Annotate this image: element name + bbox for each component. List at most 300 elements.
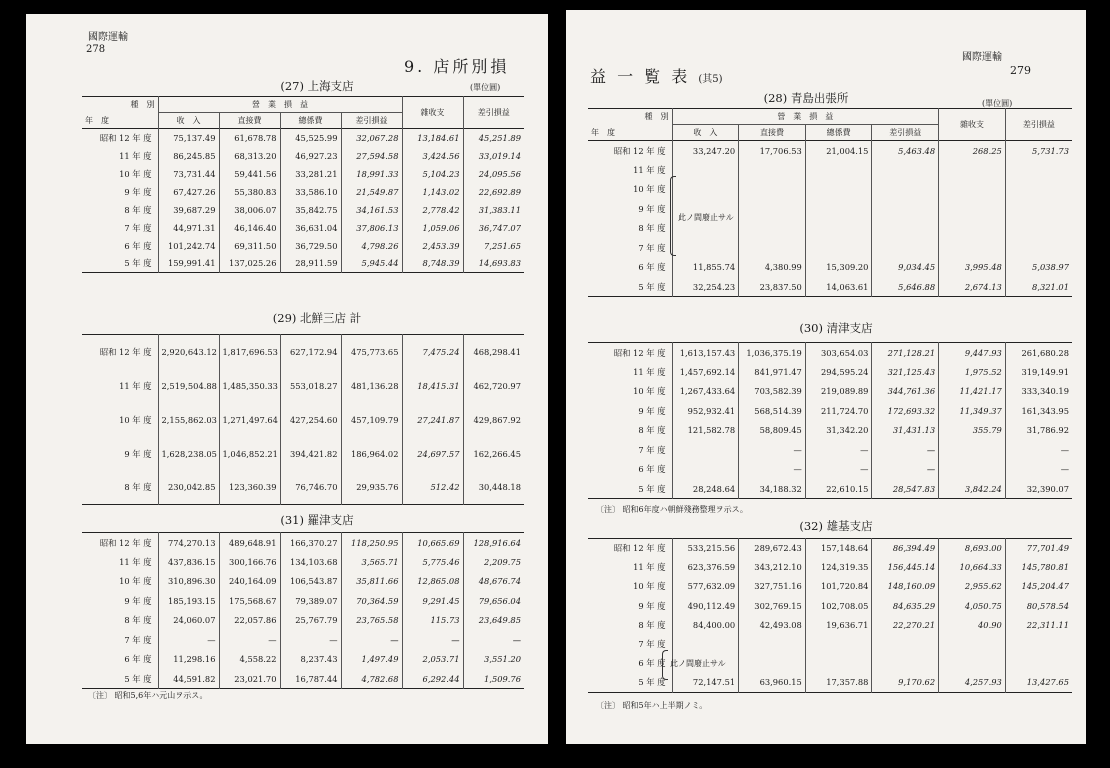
value-cell: 22,311.11 [1005,615,1072,634]
value-cell: 9,291.45 [402,591,463,611]
value-cell [872,219,939,239]
value-cell: 10,664.33 [939,558,1006,577]
value-cell: 355.79 [939,421,1006,441]
table-note: 〔注〕 昭和6年度ハ朝鮮殘務整理ヲ示ス。 [596,505,748,514]
value-cell: 32,390.07 [1005,479,1072,499]
year-label: 7 年 度 [124,222,152,233]
value-cell: 58,809.45 [739,421,806,441]
value-cell: 1,628,238.05 [158,437,219,471]
value-cell: 1,509.76 [463,669,524,689]
year-label: 11 年 度 [119,150,152,161]
table-row [82,147,524,165]
value-cell: 101,720.84 [805,577,872,596]
value-cell: 128,916.64 [463,533,524,553]
suspension-label: 此ノ間廢止サル [670,659,726,668]
unit-label: (單位圓) [982,99,1013,108]
table-row [588,558,1072,577]
value-cell [939,654,1006,673]
value-cell: 5,945.44 [341,255,402,273]
table-title: (29) 北鮮三店 計 [272,311,362,325]
value-cell: 86,394.49 [872,539,939,558]
value-cell: 16,787.44 [280,669,341,689]
value-cell: 32,254.23 [672,277,739,297]
running-head: 國際運輸 [962,52,1002,63]
value-cell: 162,266.45 [463,437,524,471]
value-cell: 40.90 [939,615,1006,634]
value-cell: — [739,460,806,480]
value-cell [739,199,806,219]
value-cell: 240,164.09 [219,572,280,592]
unit-label: (單位圓) [470,83,501,92]
value-cell: 952,932.41 [672,401,739,421]
year-label: 9 年 度 [124,186,152,197]
page-number: 279 [1010,64,1031,77]
value-cell: 46,146.40 [219,219,280,237]
col-header: 總係費 [280,113,341,129]
value-cell: 289,672.43 [739,539,806,558]
value-cell: 577,632.09 [672,577,739,596]
year-label: 8 年 度 [124,482,152,493]
year-label: 昭和 12 年 度 [613,543,666,554]
value-cell [805,199,872,219]
value-cell: 148,160.09 [872,577,939,596]
value-cell: 2,155,862.03 [158,403,219,437]
value-cell: 55,380.83 [219,183,280,201]
data-table [588,108,1072,297]
value-cell: 7,251.65 [463,237,524,255]
value-cell [739,634,806,653]
value-cell: 23,765.58 [341,611,402,631]
value-cell [872,654,939,673]
value-cell: 42,493.08 [739,615,806,634]
value-cell: 38,006.07 [219,201,280,219]
col-header: 雜收支 [402,97,463,129]
year-label: 8 年 度 [638,223,666,234]
value-cell [672,634,739,653]
value-cell: 319,149.91 [1005,362,1072,382]
value-cell: 5,038.97 [1005,258,1072,278]
value-cell [1005,238,1072,258]
value-cell: 23,837.50 [739,277,806,297]
value-cell: 4,050.75 [939,596,1006,615]
value-cell: 24,697.57 [402,437,463,471]
value-cell: 4,257.93 [939,673,1006,692]
value-cell: 2,209.75 [463,552,524,572]
value-cell: 3,842.24 [939,479,1006,499]
table-row [82,591,524,611]
year-label: 10 年 度 [119,576,152,587]
value-cell: 36,729.50 [280,237,341,255]
value-cell: — [402,630,463,650]
value-cell: 1,036,375.19 [739,343,806,363]
table-row [82,630,524,650]
value-cell: 7,475.24 [402,335,463,369]
value-cell: 2,955.62 [939,577,1006,596]
table-row [588,615,1072,634]
table-row [588,180,1072,200]
right-page [566,10,1086,744]
year-label: 8 年 度 [124,204,152,215]
value-cell: 157,148.64 [805,539,872,558]
value-cell [672,460,739,480]
value-cell: 211,724.70 [805,401,872,421]
year-label: 11 年 度 [119,556,152,567]
value-cell: 1,059.06 [402,219,463,237]
table-row [82,669,524,689]
value-cell: 75,137.49 [158,129,219,147]
value-cell: — [805,460,872,480]
value-cell: 46,927.23 [280,147,341,165]
page-title-sub: (其5) [698,74,723,85]
table-row [82,335,524,369]
table-row [588,421,1072,441]
value-cell: 294,595.24 [805,362,872,382]
value-cell [872,199,939,219]
table-row [82,129,524,147]
table-row [82,437,524,471]
value-cell [939,180,1006,200]
value-cell [805,238,872,258]
value-cell: 84,635.29 [872,596,939,615]
value-cell: 271,128.21 [872,343,939,363]
value-cell: 161,343.95 [1005,401,1072,421]
table-row [588,277,1072,297]
value-cell: 11,421.17 [939,382,1006,402]
year-label: 昭和 12 年 度 [99,537,152,548]
value-cell: 76,746.70 [280,471,341,505]
value-cell: 31,342.20 [805,421,872,441]
value-cell [939,199,1006,219]
value-cell: 45,251.89 [463,129,524,147]
table-row [588,219,1072,239]
value-cell [1005,180,1072,200]
value-cell: 14,063.61 [805,277,872,297]
table-title: (27) 上海支店 [280,79,354,93]
value-cell: 23,021.70 [219,669,280,689]
table-row [588,238,1072,258]
value-cell: 2,778.42 [402,201,463,219]
value-cell: 429,867.92 [463,403,524,437]
year-label: 7 年 度 [638,242,666,253]
value-cell: 79,389.07 [280,591,341,611]
value-cell: 2,519,504.88 [158,369,219,403]
value-cell: 44,971.31 [158,219,219,237]
value-cell: 44,591.82 [158,669,219,689]
value-cell: 10,665.69 [402,533,463,553]
value-cell: — [872,460,939,480]
value-cell: 67,427.26 [158,183,219,201]
value-cell: — [341,630,402,650]
year-label: 8 年 度 [638,425,666,436]
value-cell: 15,309.20 [805,258,872,278]
corner-top-label: 種 別 [130,100,155,110]
value-cell: 14,693.83 [463,255,524,273]
value-cell: 3,995.48 [939,258,1006,278]
value-cell: 31,383.11 [463,201,524,219]
value-cell: 11,855.74 [672,258,739,278]
col-header: 差引損益 [341,113,402,129]
table-title: (31) 羅津支店 [280,513,354,527]
table-row [588,401,1072,421]
year-label: 10 年 度 [633,386,666,397]
year-label: 6 年 度 [124,654,152,665]
year-label: 6 年 度 [638,658,666,669]
year-label: 9 年 度 [638,203,666,214]
value-cell: 5,731.73 [1005,141,1072,161]
value-cell: 21,004.15 [805,141,872,161]
value-cell [872,160,939,180]
value-cell: 34,161.53 [341,201,402,219]
value-cell: 512.42 [402,471,463,505]
value-cell: 12,865.08 [402,572,463,592]
value-cell: 8,693.00 [939,539,1006,558]
value-cell: 13,184.61 [402,129,463,147]
value-cell: 84,400.00 [672,615,739,634]
col-header: 收 入 [158,113,219,129]
value-cell: 462,720.97 [463,369,524,403]
value-cell: 343,212.10 [739,558,806,577]
value-cell: 115.73 [402,611,463,631]
value-cell: 28,547.83 [872,479,939,499]
value-cell: 36,747.07 [463,219,524,237]
value-cell: 219,089.89 [805,382,872,402]
value-cell [1005,654,1072,673]
value-cell: 37,806.13 [341,219,402,237]
year-label: 10 年 度 [633,581,666,592]
value-cell: 230,042.85 [158,471,219,505]
value-cell: 77,701.49 [1005,539,1072,558]
page-title: 9. 店所別損 [404,57,510,76]
value-cell: 22,057.86 [219,611,280,631]
value-cell: 33,247.20 [672,141,739,161]
corner-bottom-label: 年 度 [591,127,615,137]
value-cell [872,238,939,258]
value-cell: — [219,630,280,650]
value-cell: 185,193.15 [158,591,219,611]
table-row [82,183,524,201]
value-cell: 261,680.28 [1005,343,1072,363]
table-row [82,611,524,631]
value-cell: 123,360.39 [219,471,280,505]
value-cell: 268.25 [939,141,1006,161]
data-table [82,334,524,505]
value-cell [805,634,872,653]
value-cell [805,180,872,200]
value-cell [672,440,739,460]
value-cell: 59,441.56 [219,165,280,183]
col-header: 總係費 [805,125,872,141]
table-title: (32) 雄基支店 [799,519,873,533]
value-cell: 437,836.15 [158,552,219,572]
value-cell: 4,380.99 [739,258,806,278]
value-cell [872,634,939,653]
value-cell: 1,143.02 [402,183,463,201]
value-cell: 2,453.39 [402,237,463,255]
value-cell: 29,935.76 [341,471,402,505]
value-cell: 28,248.64 [672,479,739,499]
value-cell: 344,761.36 [872,382,939,402]
data-table [82,532,524,689]
value-cell: 333,340.19 [1005,382,1072,402]
value-cell: 5,646.88 [872,277,939,297]
value-cell: 1,497.49 [341,650,402,670]
value-cell [1005,160,1072,180]
value-cell: — [1005,460,1072,480]
value-cell: 21,549.87 [341,183,402,201]
value-cell: 2,053.71 [402,650,463,670]
value-cell: 5,775.46 [402,552,463,572]
year-label: 9 年 度 [638,600,666,611]
running-head: 國際運輸 [88,32,128,43]
year-label: 7 年 度 [638,444,666,455]
value-cell: 35,811.66 [341,572,402,592]
value-cell: 11,349.37 [939,401,1006,421]
table-row [82,403,524,437]
value-cell: — [805,440,872,460]
year-label: 5 年 度 [638,677,666,688]
value-cell: — [158,630,219,650]
value-cell [939,460,1006,480]
year-label: 昭和 12 年 度 [99,132,152,143]
value-cell: 1,485,350.33 [219,369,280,403]
value-cell: — [463,630,524,650]
value-cell: 8,237.43 [280,650,341,670]
value-cell: 31,431.13 [872,421,939,441]
value-cell: 48,676.74 [463,572,524,592]
value-cell: 533,215.56 [672,539,739,558]
value-cell: 300,166.76 [219,552,280,572]
value-cell: 302,769.15 [739,596,806,615]
value-cell: 28,911.59 [280,255,341,273]
value-cell [939,238,1006,258]
value-cell: 774,270.13 [158,533,219,553]
table-row [588,382,1072,402]
value-cell: 72,147.51 [672,673,739,692]
table-row [588,577,1072,596]
year-label: 11 年 度 [633,562,666,573]
value-cell: 19,636.71 [805,615,872,634]
value-cell: 34,188.32 [739,479,806,499]
value-cell: 18,415.31 [402,369,463,403]
col-group-header: 營 業 損 益 [672,109,939,125]
year-label: 7 年 度 [638,639,666,650]
value-cell: 73,731.44 [158,165,219,183]
value-cell [672,238,739,258]
table-row [588,258,1072,278]
year-label: 昭和 12 年 度 [613,347,666,358]
value-cell [672,180,739,200]
value-cell: — [280,630,341,650]
table-row [588,673,1072,692]
table-row [588,654,1072,673]
value-cell: 134,103.68 [280,552,341,572]
value-cell: 159,991.41 [158,255,219,273]
value-cell: 3,551.20 [463,650,524,670]
value-cell: 45,525.99 [280,129,341,147]
value-cell: 30,448.18 [463,471,524,505]
value-cell: 490,112.49 [672,596,739,615]
year-label: 9 年 度 [124,448,152,459]
value-cell [805,219,872,239]
col-header: 直接費 [219,113,280,129]
value-cell [872,180,939,200]
table-row [82,572,524,592]
col-header: 雜收支 [939,109,1006,141]
value-cell: 303,654.03 [805,343,872,363]
value-cell [805,654,872,673]
table-title: (30) 清津支店 [799,321,873,335]
value-cell: 8,321.01 [1005,277,1072,297]
suspension-label: 此ノ間廢止サル [678,213,734,222]
value-cell: 2,674.13 [939,277,1006,297]
value-cell: 33,586.10 [280,183,341,201]
value-cell: 79,656.04 [463,591,524,611]
year-label: 7 年 度 [124,634,152,645]
year-label: 10 年 度 [633,184,666,195]
value-cell [939,160,1006,180]
value-cell: 137,025.26 [219,255,280,273]
value-cell: 166,370.27 [280,533,341,553]
value-cell: 23,649.85 [463,611,524,631]
page-title [590,64,723,87]
value-cell: 9,170.62 [872,673,939,692]
year-label: 5 年 度 [124,258,152,269]
year-label: 昭和 12 年 度 [99,346,152,357]
value-cell: 101,242.74 [158,237,219,255]
value-cell: 6,292.44 [402,669,463,689]
year-label: 昭和 12 年 度 [613,145,666,156]
value-cell: 18,991.33 [341,165,402,183]
value-cell: 568,514.39 [739,401,806,421]
table-row [82,533,524,553]
col-header: 直接費 [739,125,806,141]
year-label: 10 年 度 [119,168,152,179]
value-cell: 33,281.21 [280,165,341,183]
value-cell [939,219,1006,239]
value-cell: 553,018.27 [280,369,341,403]
value-cell: 86,245.85 [158,147,219,165]
value-cell: 172,693.32 [872,401,939,421]
table-row [82,255,524,273]
table-row [588,539,1072,558]
value-cell: 4,782.68 [341,669,402,689]
col-header: 差引損益 [872,125,939,141]
year-label: 8 年 度 [124,615,152,626]
year-label: 6 年 度 [124,240,152,251]
value-cell: 489,648.91 [219,533,280,553]
corner-top-label: 種 別 [644,112,669,122]
value-cell: 69,311.50 [219,237,280,255]
year-label: 9 年 度 [124,595,152,606]
value-cell [1005,199,1072,219]
value-cell [739,160,806,180]
value-cell: 327,751.16 [739,577,806,596]
value-cell: 102,708.05 [805,596,872,615]
suspension-brace [670,176,676,256]
suspension-brace [662,650,668,680]
value-cell: 3,424.56 [402,147,463,165]
value-cell: 24,095.56 [463,165,524,183]
value-cell: 17,357.88 [805,673,872,692]
value-cell: 321,125.43 [872,362,939,382]
value-cell: 623,376.59 [672,558,739,577]
value-cell: 5,104.23 [402,165,463,183]
value-cell: 32,067.28 [341,129,402,147]
table-row [588,634,1072,653]
value-cell: 27,241.87 [402,403,463,437]
col-header: 差引損益 [1005,109,1072,141]
value-cell: 13,427.65 [1005,673,1072,692]
